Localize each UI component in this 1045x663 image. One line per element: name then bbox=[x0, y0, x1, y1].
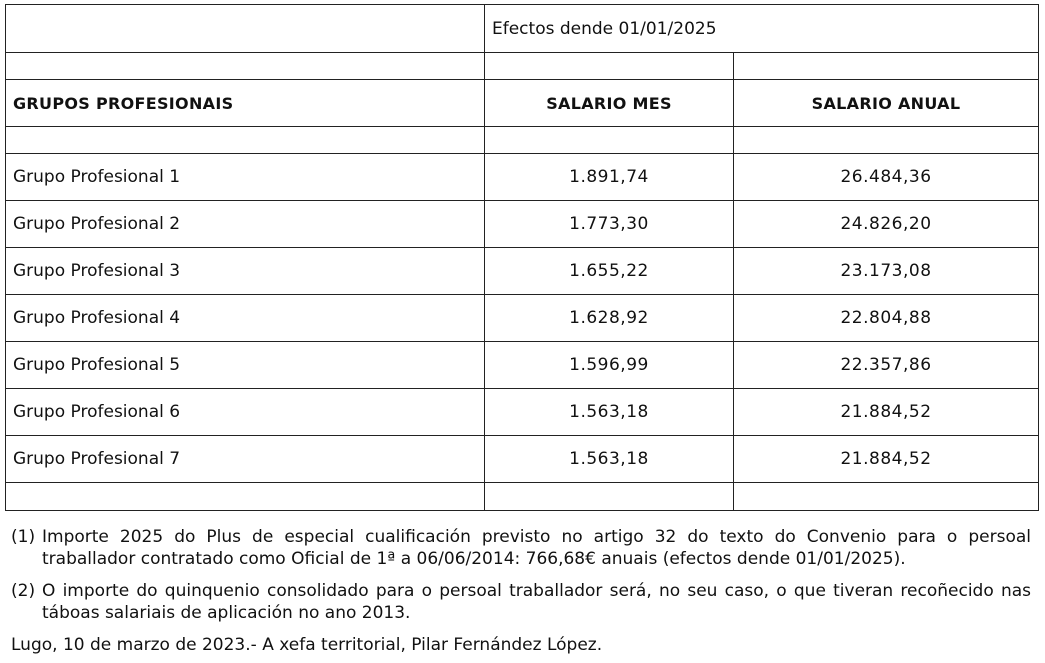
annual-salary: 23.173,08 bbox=[734, 248, 1039, 295]
blank-row bbox=[6, 127, 1039, 154]
footnote-number: (1) bbox=[11, 527, 36, 547]
header-annual-salary: SALARIO ANUAL bbox=[734, 80, 1039, 127]
blank-row bbox=[6, 483, 1039, 511]
header-monthly-salary: SALARIO MES bbox=[485, 80, 734, 127]
footnote-text: O importe do quinquenio consolidado para o persoal traballador será, no seu caso, o que tiveran recoñecido nas táboas salariais de aplicación no ano 2013. bbox=[42, 581, 1031, 623]
monthly-salary: 1.563,18 bbox=[485, 436, 734, 483]
blank-row bbox=[6, 53, 1039, 80]
monthly-salary: 1.563,18 bbox=[485, 389, 734, 436]
annual-salary: 22.357,86 bbox=[734, 342, 1039, 389]
group-name: Grupo Profesional 7 bbox=[6, 436, 485, 483]
monthly-salary: 1.655,22 bbox=[485, 248, 734, 295]
table-row bbox=[6, 248, 1039, 295]
group-name: Grupo Profesional 2 bbox=[6, 201, 485, 248]
monthly-salary: 1.628,92 bbox=[485, 295, 734, 342]
effective-date-label: Efectos dende 01/01/2025 bbox=[485, 5, 1039, 53]
header-groups: GRUPOS PROFESIONAIS bbox=[6, 80, 485, 127]
table-row bbox=[6, 201, 1039, 248]
table-effective-row bbox=[6, 5, 1039, 53]
monthly-salary: 1.891,74 bbox=[485, 154, 734, 201]
footnotes bbox=[11, 526, 1031, 656]
annual-salary: 21.884,52 bbox=[734, 389, 1039, 436]
table-header-row bbox=[6, 80, 1039, 127]
table-row bbox=[6, 154, 1039, 201]
group-name: Grupo Profesional 4 bbox=[6, 295, 485, 342]
empty-cell bbox=[6, 5, 485, 53]
annual-salary: 22.804,88 bbox=[734, 295, 1039, 342]
monthly-salary: 1.773,30 bbox=[485, 201, 734, 248]
monthly-salary: 1.596,99 bbox=[485, 342, 734, 389]
annual-salary: 26.484,36 bbox=[734, 154, 1039, 201]
group-name: Grupo Profesional 3 bbox=[6, 248, 485, 295]
footnote-text: Importe 2025 do Plus de especial cualificación previsto no artigo 32 do texto do Convenio para o persoal traballador contratado como Oficial de 1ª a 06/06/2014: 766,68€ anuais (efectos dende 01/01/2025). bbox=[42, 527, 1031, 569]
annual-salary: 21.884,52 bbox=[734, 436, 1039, 483]
footnote-1 bbox=[11, 526, 1031, 570]
group-name: Grupo Profesional 1 bbox=[6, 154, 485, 201]
table-row bbox=[6, 295, 1039, 342]
signature-line: Lugo, 10 de marzo de 2023.- A xefa territorial, Pilar Fernández López. bbox=[11, 635, 603, 655]
table-row bbox=[6, 389, 1039, 436]
annual-salary: 24.826,20 bbox=[734, 201, 1039, 248]
table-row bbox=[6, 436, 1039, 483]
group-name: Grupo Profesional 6 bbox=[6, 389, 485, 436]
salary-table bbox=[5, 4, 1039, 511]
table-row bbox=[6, 342, 1039, 389]
group-name: Grupo Profesional 5 bbox=[6, 342, 485, 389]
footnote-number: (2) bbox=[11, 581, 36, 601]
footnote-2 bbox=[11, 580, 1031, 624]
